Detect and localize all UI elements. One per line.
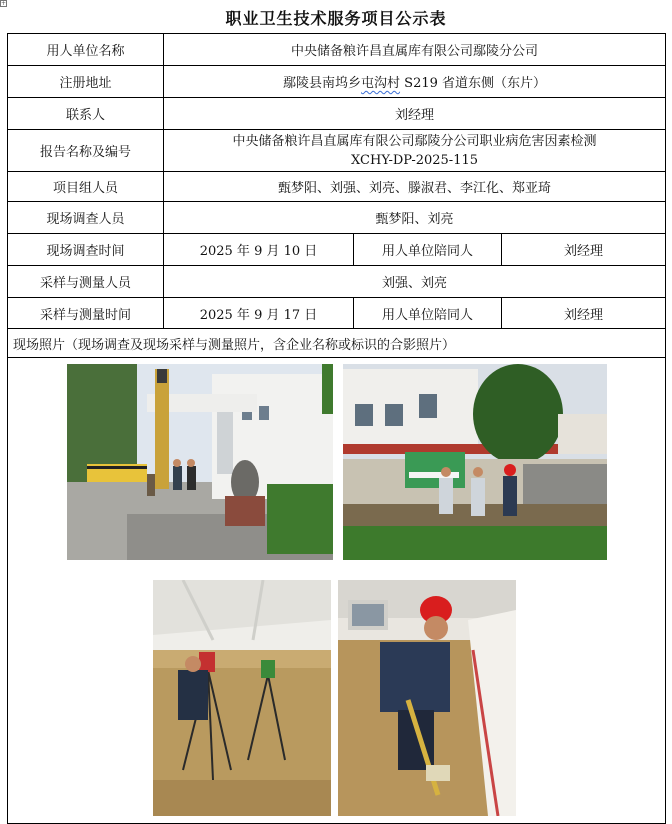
photo-sampling-equipment: [153, 580, 331, 816]
table-row: [8, 329, 666, 358]
page-title: 职业卫生技术服务项目公示表: [225, 9, 447, 28]
survey-time-label: 现场调查时间: [8, 234, 164, 266]
survey-staff-value: 甄梦阳、刘亮: [164, 202, 666, 234]
table-row: [8, 298, 666, 329]
survey-time-value: 2025 年 9 月 10 日: [164, 234, 354, 266]
survey-staff-label: 现场调查人员: [8, 202, 164, 234]
escort-label: 用人单位陪同人: [354, 298, 502, 329]
address-label: 注册地址: [8, 66, 164, 98]
table-row: [8, 66, 666, 98]
report-name: 中央储备粮许昌直属库有限公司鄢陵分公司职业病危害因素检测: [232, 133, 597, 149]
table-row: [8, 234, 666, 266]
escort-value: 刘经理: [502, 234, 666, 266]
contact-value: 刘经理: [164, 98, 666, 130]
table-anchor-icon[interactable]: +: [1, 0, 7, 7]
table-row: [8, 34, 666, 66]
sampling-time-value: 2025 年 9 月 17 日: [164, 298, 354, 329]
address-part: 鄢陵县南坞乡: [283, 76, 362, 91]
escort-label: 用人单位陪同人: [354, 234, 502, 266]
address-value: [164, 66, 666, 98]
team-value: 甄梦阳、刘强、刘亮、滕淑君、李江化、郑亚琦: [164, 172, 666, 202]
employer-value: 中央储备粮许昌直属库有限公司鄢陵分公司: [164, 34, 666, 66]
photo-worker-helmet: [338, 580, 516, 816]
photo-entrance-gate: [67, 364, 333, 560]
report-value: [164, 130, 666, 172]
contact-label: 联系人: [8, 98, 164, 130]
sampling-staff-label: 采样与测量人员: [8, 266, 164, 298]
report-number: XCHY-DP-2025-115: [351, 152, 479, 168]
photos-label: 现场照片（现场调查及现场采样与测量照片，含企业名称或标识的合影照片）: [8, 329, 666, 358]
table-row: [8, 130, 666, 172]
employer-label: 用人单位名称: [8, 34, 164, 66]
escort-value: 刘经理: [502, 298, 666, 329]
table-row: [8, 172, 666, 202]
table-row: [8, 358, 666, 824]
report-label: 报告名称及编号: [8, 130, 164, 172]
table-row: [8, 266, 666, 298]
disclosure-table: [7, 33, 666, 824]
table-row: [8, 202, 666, 234]
team-label: 项目组人员: [8, 172, 164, 202]
photo-group-sign: [343, 364, 607, 560]
address-part-flagged: 屯沟村: [361, 76, 401, 91]
address-part: S219 省道东侧（东片）: [400, 76, 547, 91]
sampling-staff-value: 刘强、刘亮: [164, 266, 666, 298]
photos-cell: [8, 358, 666, 824]
sampling-time-label: 采样与测量时间: [8, 298, 164, 329]
table-row: [8, 98, 666, 130]
